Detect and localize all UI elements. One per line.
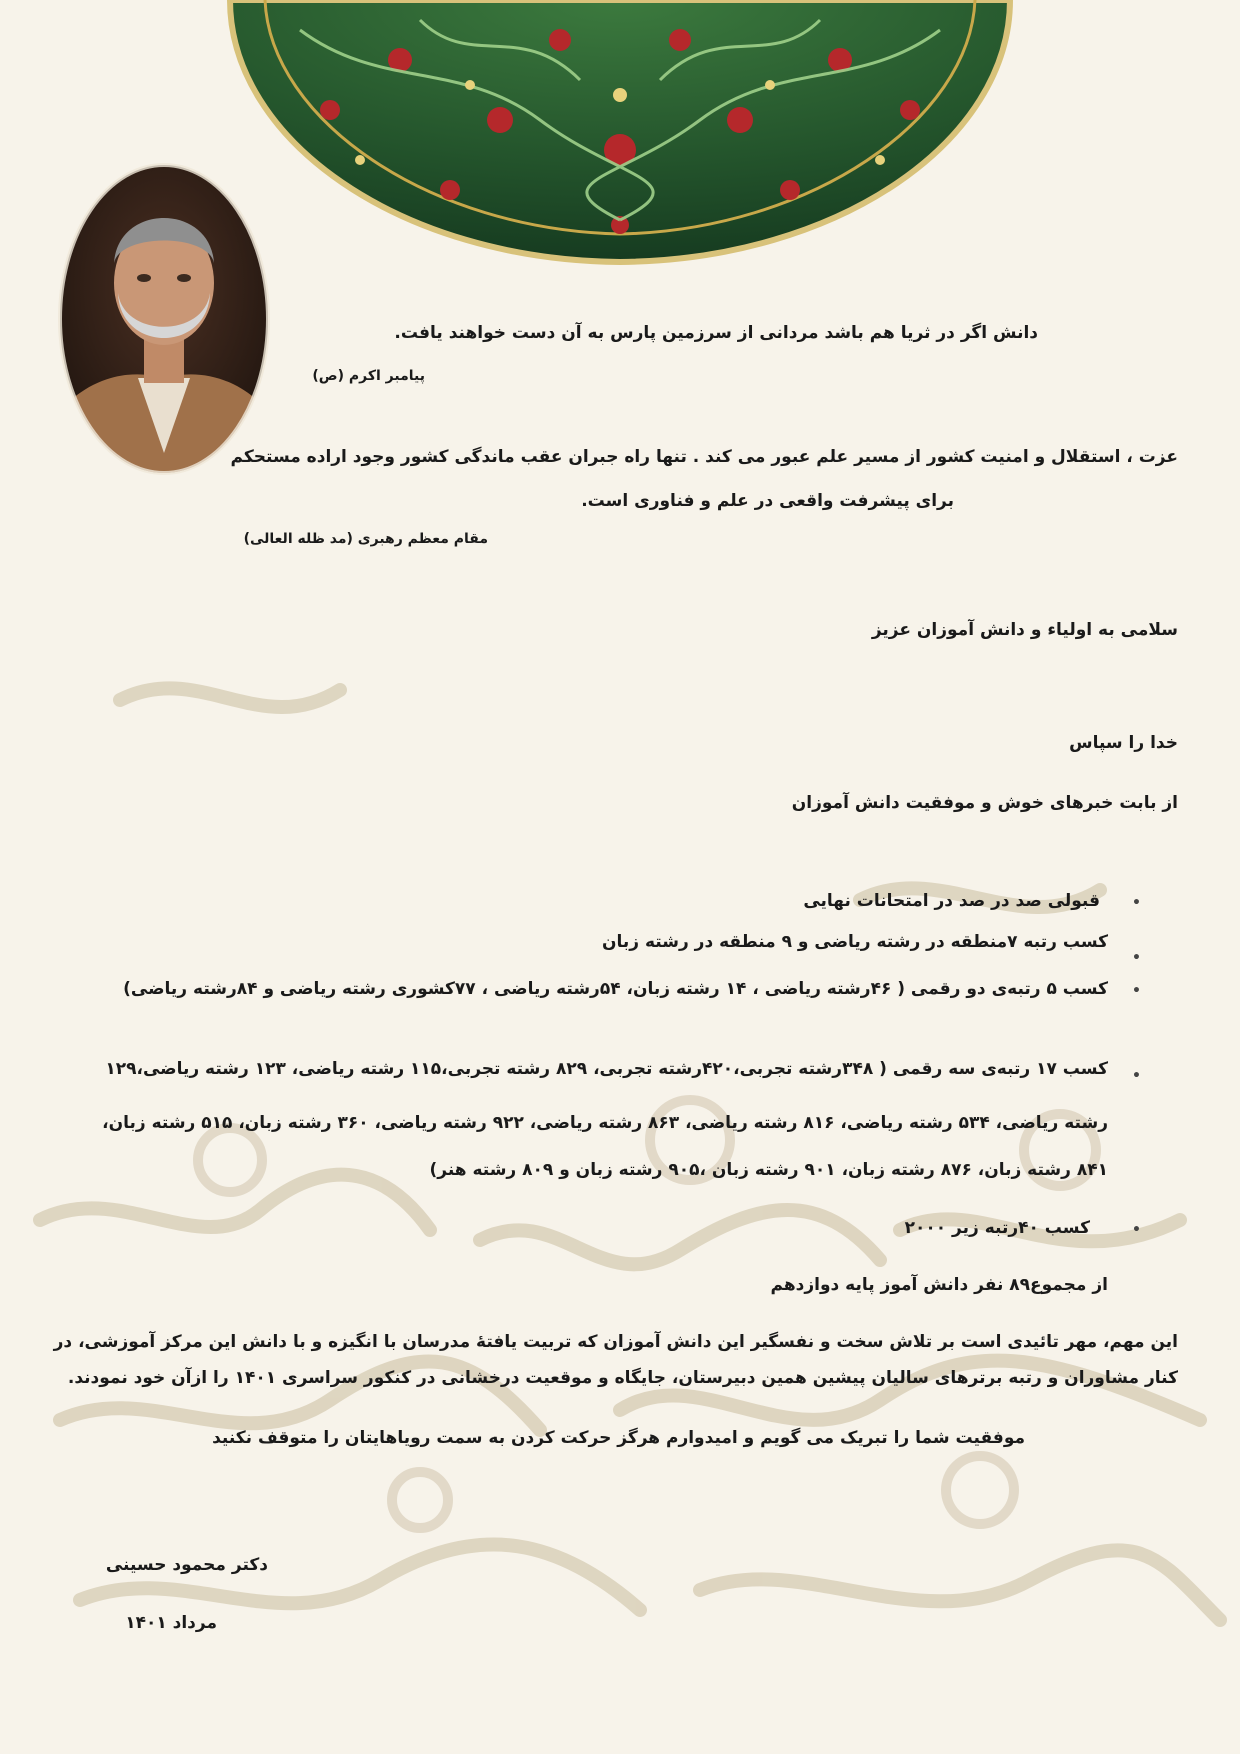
signature-name: دکتر محمود حسینی (105, 1555, 268, 1575)
quote-prophet: دانش اگر در ثریا هم باشد مردانی از سرزمین پارس به آن دست خواهند یافت. (394, 323, 1038, 343)
bullet-item: قبولی صد در صد در امتحانات نهایی (803, 891, 1100, 911)
bullet-marker: • (1132, 983, 1141, 999)
paragraph-line2: کنار مشاوران و رتبه برترهای سالیان پیشین همین دبیرستان، جایگاه و موقعیت درخشانی در کنکور سراسری ۱۴۰۱ را ازآن خود نمودند. (67, 1368, 1178, 1388)
bullet-marker: • (1132, 1068, 1141, 1084)
bullet-item: کسب ۴۰رتبه زیر ۲۰۰۰ (904, 1218, 1090, 1238)
intro: از بابت خبرهای خوش و موفقیت دانش آموزان (791, 793, 1178, 813)
bullet-marker: • (1132, 950, 1141, 966)
bullet-item: کسب ۵ رتبه‌ی دو رقمی ( ۴۶رشته ریاضی ، ۱۴ رشته زبان، ۵۴رشته ریاضی ، ۷۷کشوری رشته ریاضی و ۸۴رشته ریاضی) (123, 979, 1108, 999)
paragraph-line1: این مهم، مهر تائیدی است بر تلاش سخت و نفسگیر این دانش آموزان که تربیت یافتهٔ مدرسان با انگیزه و با دانش این مرکز آموزشی، در (53, 1332, 1178, 1352)
thanks: خدا را سپاس (1069, 733, 1178, 753)
bullet-item: کسب رتبه ۷منطقه در رشته ریاضی و ۹ منطقه در رشته زبان (602, 932, 1108, 952)
quote-leader-author: مقام معظم رهبری (مد ظله العالی) (243, 531, 488, 547)
quote-leader-line1: عزت ، استقلال و امنیت کشور از مسیر علم عبور می کند . تنها راه جبران عقب ماندگی کشور وجود اراده مستحکم (230, 447, 1178, 467)
calligraphy-watermark (40, 688, 1220, 1620)
signature-date: مرداد ۱۴۰۱ (125, 1613, 217, 1633)
bullet-marker: • (1132, 1222, 1141, 1238)
quote-prophet-author: پیامبر اکرم (ص) (312, 368, 425, 384)
total-students: از مجموع۸۹ نفر دانش آموز پایه دوازدهم (770, 1275, 1108, 1295)
bullet-item-continuation: ۸۴۱ رشته زبان، ۸۷۶ رشته زبان، ۹۰۱ رشته زبان ،۹۰۵ رشته زبان و ۸۰۹ رشته هنر) (429, 1160, 1108, 1180)
persian-ornament (230, 0, 1010, 262)
quote-leader-line2: برای پیشرفت واقعی در علم و فناوری است. (581, 491, 954, 511)
closing-wish: موفقیت شما را تبریک می گویم و امیدوارم هرگز حرکت کردن به سمت رویاهایتان را متوقف نکنید (212, 1428, 1025, 1448)
bullet-item-continuation: رشته ریاضی، ۵۳۴ رشته ریاضی، ۸۱۶ رشته ریاضی، ۸۶۳ رشته ریاضی، ۹۲۲ رشته ریاضی، ۳۶۰ رشته زبان، ۵۱۵ رشته زبان، (102, 1113, 1108, 1133)
bullet-marker: • (1132, 895, 1141, 911)
bullet-item: کسب ۱۷ رتبه‌ی سه رقمی ( ۳۴۸رشته تجربی،۴۲۰رشته تجربی، ۸۲۹ رشته تجربی،۱۱۵ رشته ریاضی، ۱۲۳ رشته ریاضی،۱۲۹ (105, 1059, 1108, 1079)
author-portrait (58, 163, 270, 475)
greeting: سلامی به اولیاء و دانش آموزان عزیز (871, 620, 1178, 640)
